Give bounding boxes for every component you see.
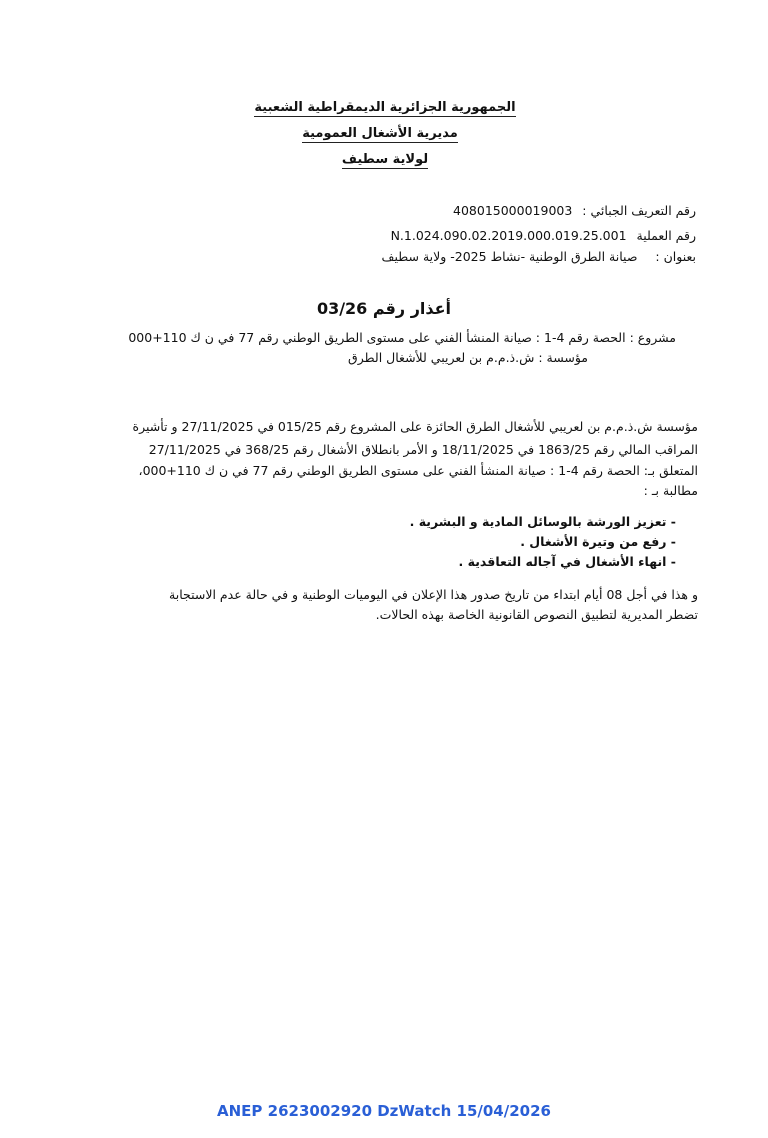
notice-title: أعذار رقم 03/26: [316, 299, 452, 318]
header-republic: [250, 96, 520, 117]
closing-line-2: تضطر المديرية لتطبيق النصوص القانونية الخاصة بهذه الحالات.: [375, 607, 698, 622]
tax-id-line: [453, 203, 696, 218]
body-line-3: المتعلق بـ: الحصة رقم 4-1 : صيانة المنشأ الفني على مستوى الطريق الوطني رقم 77 في ن ك 110+000،: [138, 463, 698, 478]
header-wilaya: [330, 148, 440, 169]
demand-item: - تعزيز الورشة بالوسائل المادية و البشرية .: [409, 514, 676, 529]
closing-line-1: و هذا في أجل 08 أيام ابتداء من تاريخ صدور هذا الإعلان في اليوميات الوطنية و في حالة عدم الاستجابة: [169, 587, 698, 602]
header-republic-text: الجمهورية الجزائرية الديمقراطية الشعبية: [254, 100, 516, 115]
subject-line: [382, 249, 696, 264]
demand-item: - انهاء الأشغال في آجاله التعاقدية .: [458, 554, 676, 569]
operation-label: رقم العملية: [636, 228, 696, 243]
company-line: مؤسسة : ش.ذ.م.م بن لعريبي للأشغال الطرق: [348, 350, 588, 365]
subject-label: بعنوان :: [655, 249, 696, 264]
demand-item: - رفع من وتيرة الأشغال .: [520, 534, 676, 549]
header-directorate-text: مديرية الأشغال العمومية: [302, 126, 458, 141]
footer-reference: ANEP 2623002920 DzWatch 15/04/2026: [217, 1102, 551, 1120]
body-line-4: مطالبة بـ :: [643, 483, 698, 498]
subject-value: صيانة الطرق الوطنية -نشاط 2025- ولاية سطيف: [381, 249, 638, 264]
operation-value: N.1.024.090.02.2019.000.019.25.001: [390, 228, 627, 243]
project-line: مشروع : الحصة رقم 4-1 : صيانة المنشأ الفني على مستوى الطريق الوطني رقم 77 في ن ك 110+000: [128, 330, 676, 345]
header-wilaya-text: لولاية سطيف: [341, 152, 429, 167]
body-line-1: مؤسسة ش.ذ.م.م بن لعريبي للأشغال الطرق الحائزة على المشروع رقم 015/25 في 27/11/2025 و تأشيرة: [132, 419, 698, 434]
tax-id-value: 408015000019003: [453, 203, 573, 218]
header-directorate: [290, 122, 470, 143]
body-line-2: المراقب المالي رقم 1863/25 في 18/11/2025 و الأمر بانطلاق الأشغال رقم 368/25 في 27/11/2025: [148, 442, 698, 457]
tax-id-label: رقم التعريف الجبائي :: [582, 203, 696, 218]
operation-line: [391, 228, 696, 243]
